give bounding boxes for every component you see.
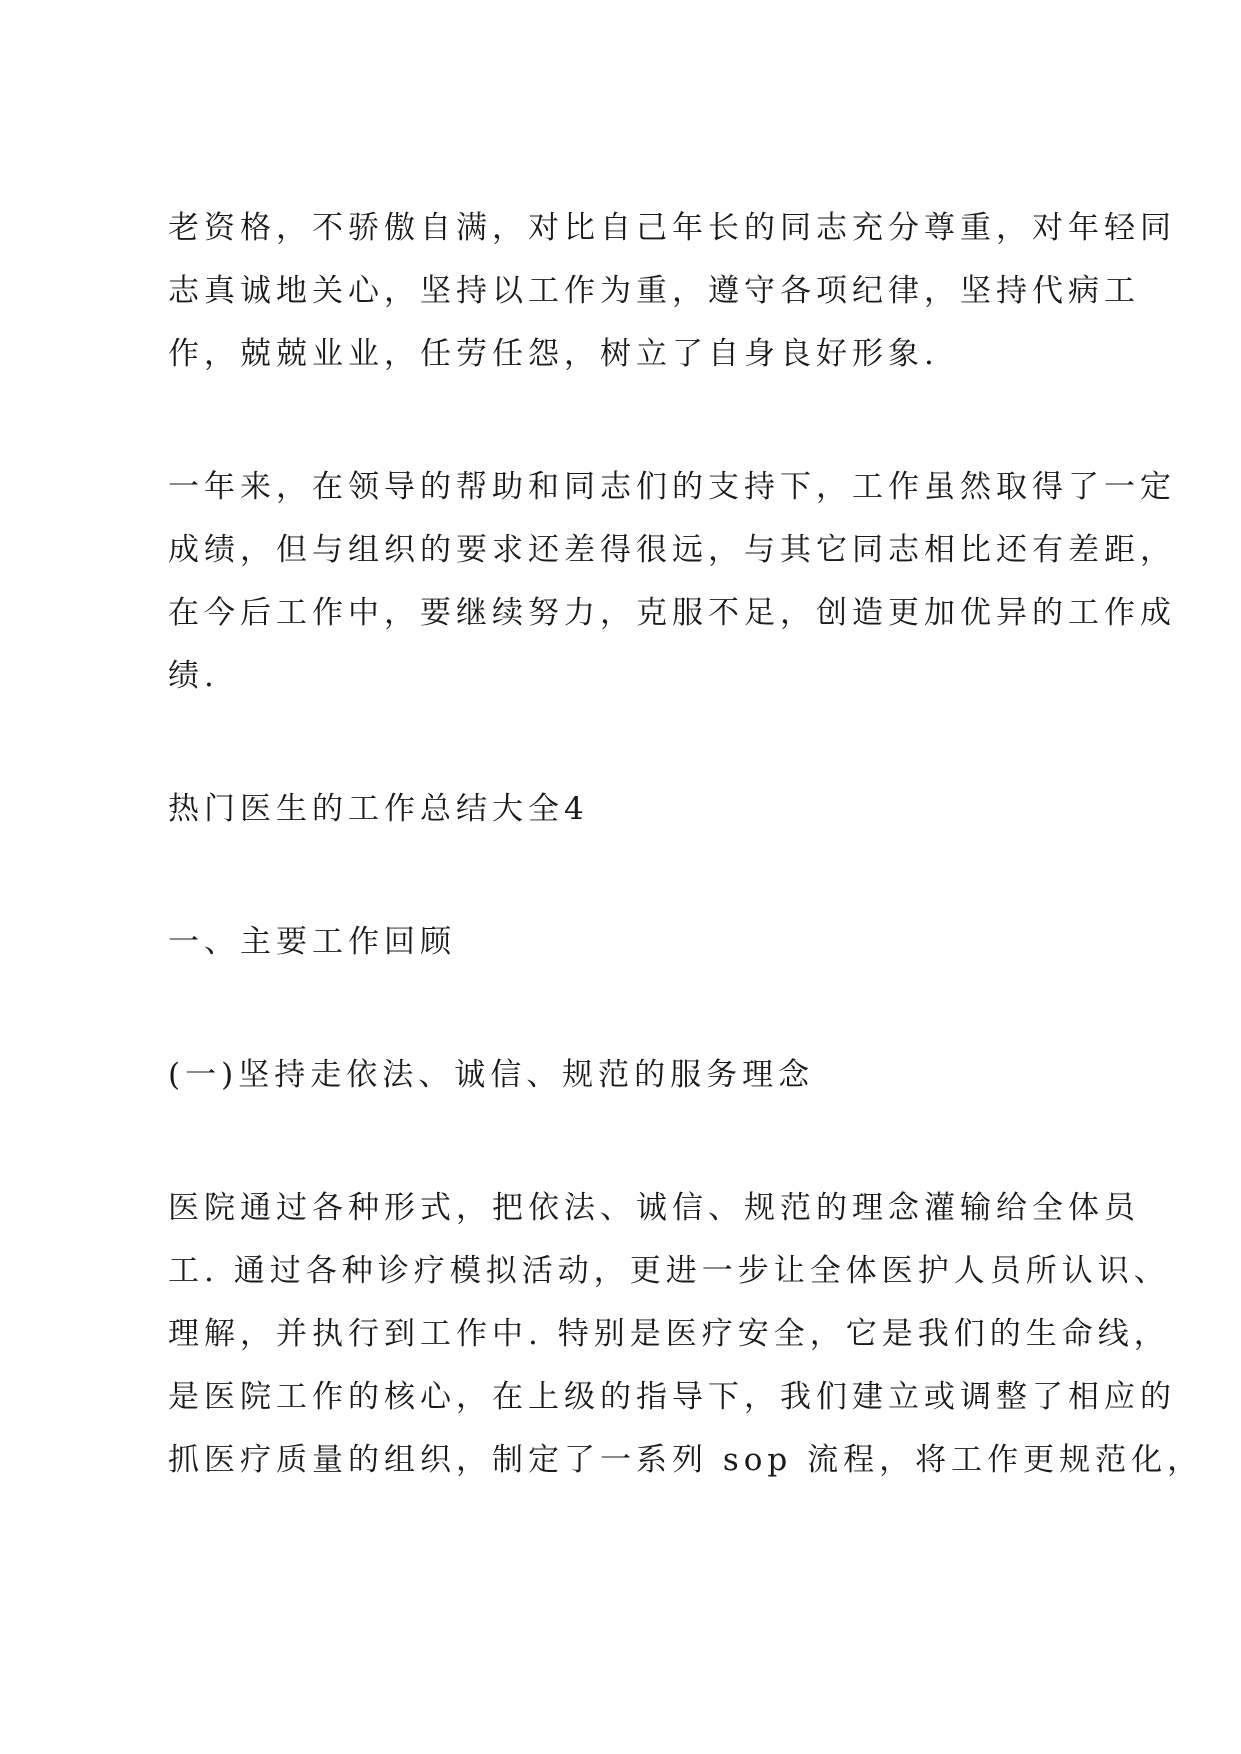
paragraph-3-line-4: 是医院工作的核心，在上级的指导下，我们建立或调整了相应的: [168, 1379, 1176, 1415]
paragraph-3-line-5: 抓医疗质量的组织，制定了一系列 sop 流程，将工作更规范化，: [168, 1442, 1204, 1478]
paragraph-2-line-1: 一年来，在领导的帮助和同志们的支持下，工作虽然取得了一定: [168, 469, 1176, 505]
section-title: 热门医生的工作总结大全4: [168, 791, 589, 827]
heading-main-work-review: 一、主要工作回顾: [168, 924, 456, 960]
paragraph-2-line-2: 成绩，但与组织的要求还差得很远，与其它同志相比还有差距，: [168, 532, 1176, 568]
heading-service-philosophy: (一)坚持走依法、诚信、规范的服务理念: [168, 1057, 815, 1093]
paragraph-1-line-1: 老资格，不骄傲自满，对比自己年长的同志充分尊重，对年轻同: [168, 210, 1176, 246]
paragraph-2-line-4: 绩.: [168, 658, 219, 694]
paragraph-1-line-3: 作，兢兢业业，任劳任怨，树立了自身良好形象.: [168, 336, 939, 372]
paragraph-2-line-3: 在今后工作中，要继续努力，克服不足，创造更加优异的工作成: [168, 595, 1176, 631]
paragraph-1-line-2: 志真诚地关心，坚持以工作为重，遵守各项纪律，坚持代病工: [168, 273, 1140, 309]
paragraph-3-line-1: 医院通过各种形式，把依法、诚信、规范的理念灌输给全体员: [168, 1190, 1140, 1226]
paragraph-3-line-2: 工. 通过各种诊疗模拟活动，更进一步让全体医护人员所认识、: [168, 1253, 1170, 1289]
paragraph-3-line-3: 理解，并执行到工作中. 特别是医疗安全，它是我们的生命线，: [168, 1316, 1170, 1352]
